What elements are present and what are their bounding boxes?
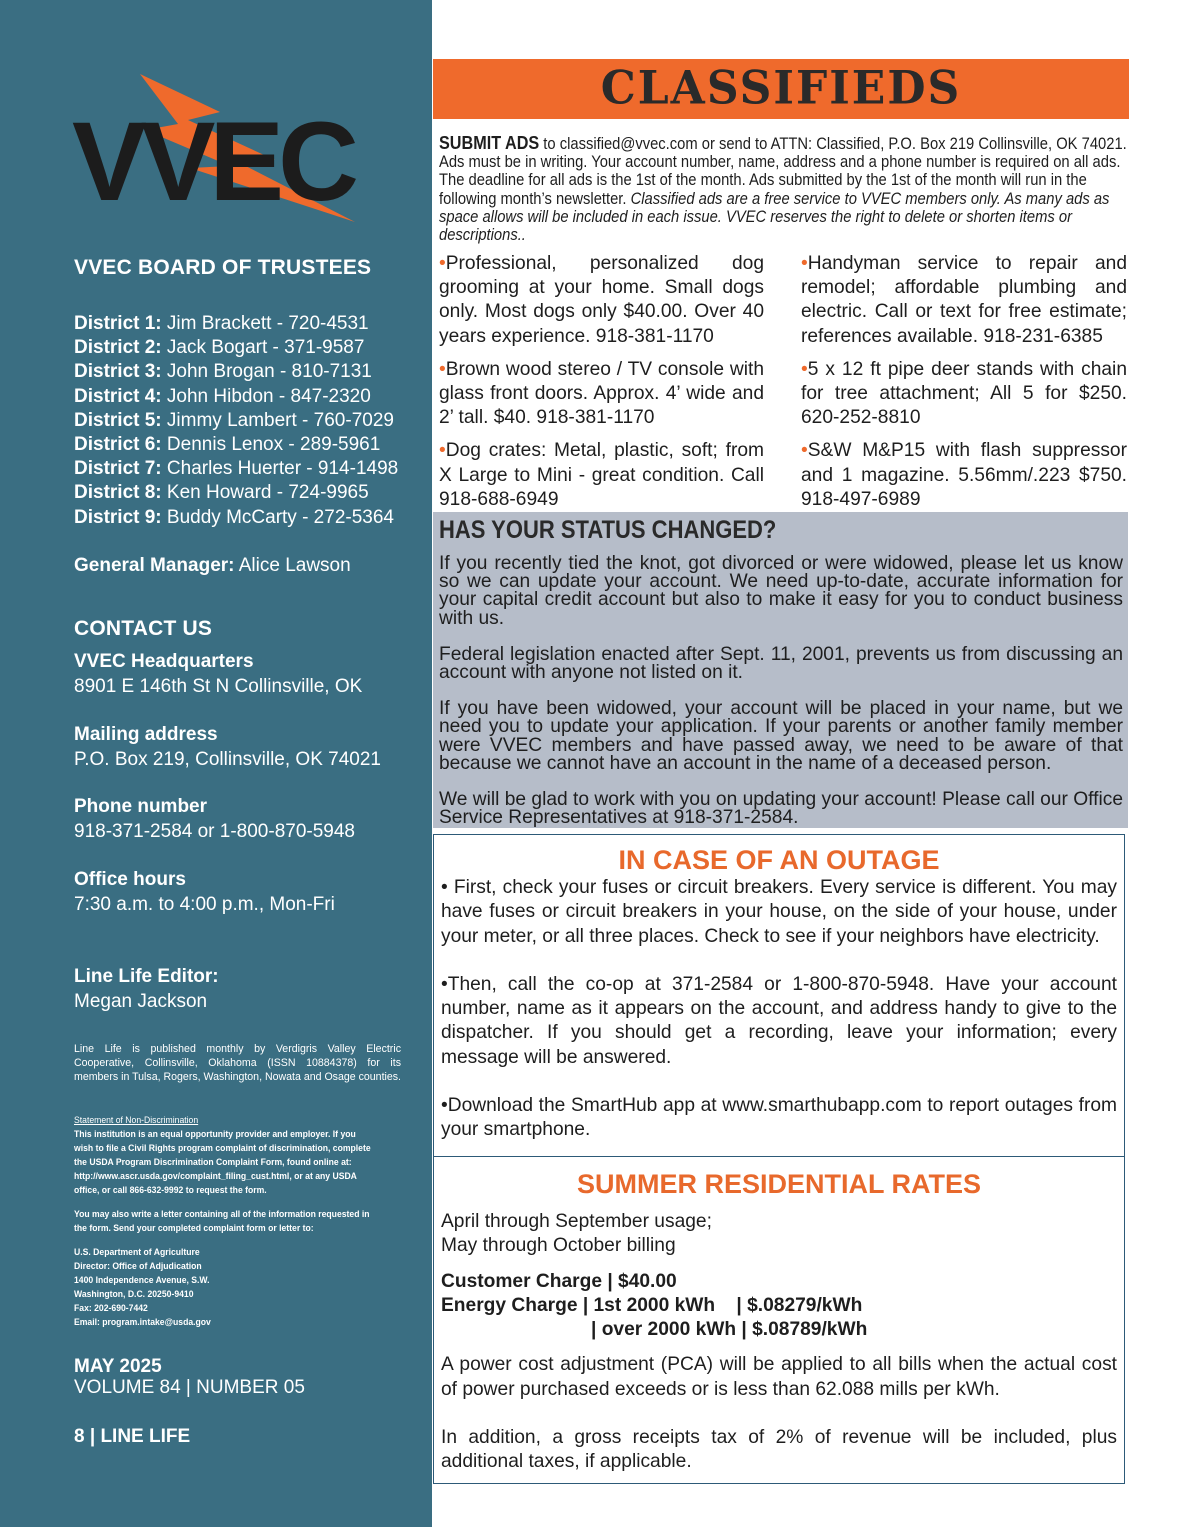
trustee-row: District 6: Dennis Lenox - 289-5961 [74, 434, 381, 456]
outage-title: IN CASE OF AN OUTAGE [618, 845, 940, 875]
contact-phone: Phone number 918-371-2584 or 1-800-870-5948 [74, 796, 355, 842]
trustee-row: District 7: Charles Huerter - 914-1498 [74, 458, 399, 480]
submit-ads-instructions: SUBMIT ADS to classified@vvec.com or send to ATTN: Classified, P.O. Box 219 Collinsville, OK 74021. Ads must be in writing. Your account number, name, address and a phone number is required on all ads. The deadline for all ads is the 1st of the month. Ads submitted by the 1st of the month will run in the following month’s newsletter. Classified ads are a free service to VVEC members only. As many ads as space allows will be included in each issue. VVEC reserves the right to delete or shorten items or descriptions.. [439, 133, 1127, 245]
trustee-row: District 9: Buddy McCarty - 272-5364 [74, 506, 394, 528]
trustee-row: District 4: John Hibdon - 847-2320 [74, 385, 371, 407]
classified-ad: •Handyman service to repair and remodel; affordable plumbing and electric. Call or text for free estimate; references available. 918-231-6385 [801, 253, 1127, 347]
status-title: HAS YOUR STATUS CHANGED? [439, 516, 777, 544]
classifieds-title: CLASSIFIEDS [600, 61, 962, 116]
issue-info: MAY 2025 VOLUME 84 | NUMBER 05 [74, 1356, 305, 1398]
ads-column-right [801, 252, 1127, 521]
board-heading: VVEC BOARD OF TRUSTEES [74, 256, 372, 279]
trustee-row: District 8: Ken Howard - 724-9965 [74, 482, 369, 504]
contact-heading: CONTACT US [74, 617, 213, 640]
trustee-row: District 1: Jim Brackett - 720-4531 [74, 313, 369, 334]
rates-title: SUMMER RESIDENTIAL RATES [576, 1169, 982, 1199]
ads-column-left [439, 252, 764, 521]
classified-ad: •Professional, personalized dog grooming at your home. Small dogs only. Most dogs only $40.00. Over 40 years experience. 918-381-1170 [439, 253, 764, 347]
classified-ad: •Dog crates: Metal, plastic, soft; from X Large to Mini - great condition. Call 918-688-6949 [439, 440, 764, 510]
vvec-logo [70, 72, 410, 232]
logo-text: VVEC [72, 99, 353, 224]
trustee-row: District 2: Jack Bogart - 371-9587 [74, 337, 365, 359]
general-manager: General Manager: Alice Lawson [74, 555, 351, 576]
trustee-row: District 3: John Brogan - 810-7131 [74, 361, 372, 383]
status-body: If you recently tied the knot, got divorced or were widowed, please let us know so we can update your account. We need up-to-date, accurate information for your capital credit account but also to make it easy for you to conduct business with us. Federal legislation enacted after Sept. 11, 2001, prevents us from discussing an account with anyone not listed on it. If you have been widowed, your account will be placed in your name, but we need you to update your application. If your parents or another family member were VVEC members and have passed away, we need to be aware of that because we cannot have an account in the name of a deceased person. We will be glad to work with you on updating your account! Please call our Office Service Representatives at 918-371-2584. [439, 553, 1124, 829]
non-discrimination-statement: Statement of Non-Discrimination This institution is an equal opportunity provider and employer. If you wish to file a Civil Rights program complaint of discrimination, complete the USDA Program Discrimination Complaint Form, found online at: http://www.ascr.usda.gov/complaint_filing_cust.html, or at any USDA office, or call 866-632-9992 to request the form. You may also write a letter containing all of the information requested in the form. Send your completed complaint form or letter to: U.S. Department of Agriculture Director: Office of Adjudication 1400 Independence Avenue, S.W. Washington, D.C. 20250-9410 Fax: 202-690-7442 Email: program.intake@usda.gov [74, 1113, 375, 1329]
trustee-row: District 5: Jimmy Lambert - 760-7029 [74, 409, 394, 431]
sidebar [0, 0, 432, 1527]
contact-hq: VVEC Headquarters 8901 E 146th St N Collinsville, OK [74, 651, 363, 697]
page-number: 8 | LINE LIFE [74, 1426, 191, 1447]
rates-body: April through September usage; May through October billing Customer Charge | $40.00 Energy Charge | 1st 2000 kWh | $.08279/kWh | over 2000 kWh | $.08789/kWh A power cost adjustment (PCA) will be applied to all bills when the actual cost of power purchased exceeds or is less than 62.088 mills per kWh. In addition, a gross receipts tax of 2% of revenue will be included, plus additional taxes, if applicable. [441, 1211, 1117, 1473]
classified-ad: •5 x 12 ft pipe deer stands with chain for tree attachment; All 5 for $250. 620-252-8810 [801, 358, 1127, 429]
status-changed-box [433, 512, 1128, 828]
classified-ad: •S&W M&P15 with flash suppressor and 1 magazine. 5.56mm/.223 $750. 918-497-6989 [801, 440, 1127, 510]
rate-charges: Customer Charge | $40.00 Energy Charge | 1st 2000 kWh | $.08279/kWh | over 2000 kWh | $.08789/kWh [441, 1270, 868, 1341]
summer-rates-box [433, 1156, 1125, 1484]
outage-box [433, 834, 1125, 1156]
classified-ad: •Brown wood stereo / TV console with glass front doors. Approx. 4’ wide and 2’ tall. $40. 918-381-1170 [439, 358, 764, 429]
editor-credit: Line Life Editor: Megan Jackson [74, 966, 219, 1012]
classifieds-banner [433, 59, 1129, 119]
publication-note: Line Life is published monthly by Verdigris Valley Electric Cooperative, Collinsville, Oklahoma (ISSN 10884378) for its members in Tulsa, Rogers, Washington, Nowata and Osage counties. [74, 1043, 401, 1083]
outage-body: • First, check your fuses or circuit breakers. Every service is different. You may have fuses or circuit breakers in your house, on the side of your house, under your meter, or all three places. Check to see if your neighbors have electricity. •Then, call the co-op at 371-2584 or 1-800-870-5948. Have your account number, name as it appears on the account, and address handy to give to the dispatcher. If you should get a recording, leave your information; every message will be answered. •Download the SmartHub app at www.smarthubapp.com to report outages from your smartphone. [441, 877, 1117, 1141]
contact-hours: Office hours 7:30 a.m. to 4:00 p.m., Mon-Fri [74, 869, 335, 915]
trustee-list [74, 312, 398, 530]
usda-address: U.S. Department of Agriculture Director: Office of Adjudication 1400 Independence Avenue, S.W. Washington, D.C. 20250-9410 Fax: 202-690-7442 Email: program.intake@usda.gov [74, 1246, 211, 1327]
contact-mailing: Mailing address P.O. Box 219, Collinsville, OK 74021 [74, 724, 381, 770]
